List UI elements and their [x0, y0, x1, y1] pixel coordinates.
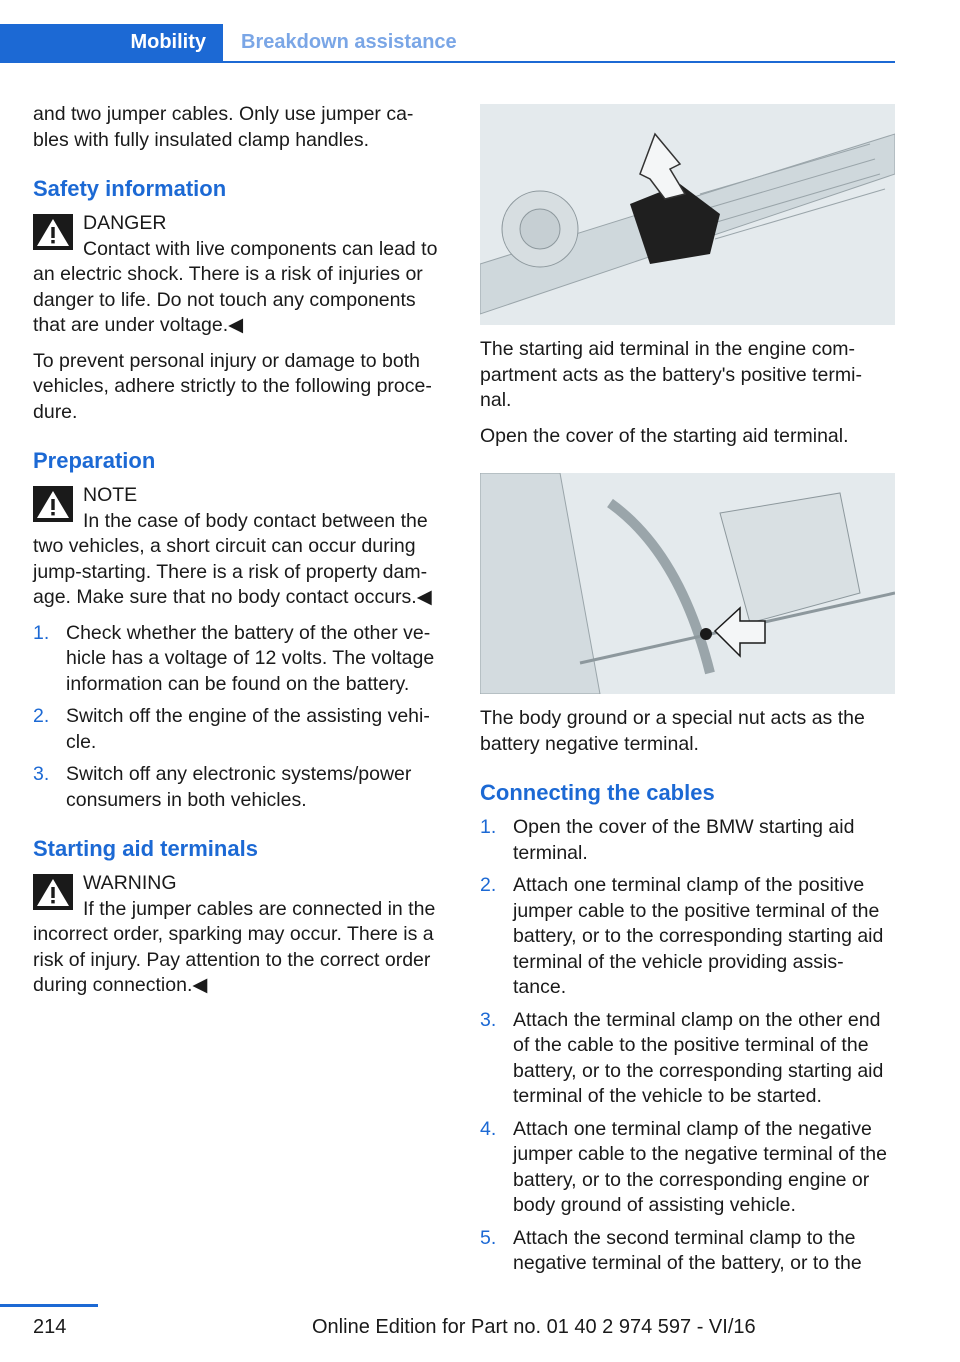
- safety-heading: Safety information: [33, 176, 227, 201]
- preparation-steps: [33, 621, 448, 814]
- list-item: 3. Attach the terminal clamp on the other end of the cable to the positive terminal of the battery, or to the corresponding starting aid terminal of the vehicle to be started.: [480, 1008, 884, 1107]
- caption-positive-terminal: The starting aid terminal in the engine com‐ partment acts as the battery's positive termi‐ nal.: [480, 338, 862, 411]
- procedure-text: To prevent personal injury or damage to both vehicles, adhere strictly to the following proce‐ dure.: [33, 349, 432, 423]
- warning-text: If the jumper cables are connected in the incorrect order, sparking may occur. There is a risk of injury. Pay attention to the correct order during connection.◀: [33, 897, 436, 996]
- terminals-heading: Starting aid terminals: [33, 836, 258, 861]
- left-column: [33, 102, 448, 1009]
- warning-triangle-icon: [33, 214, 73, 250]
- warning-label: DANGER: [83, 212, 167, 234]
- list-item: 5. Attach the second terminal clamp to the negative terminal of the battery, or to the: [480, 1226, 862, 1274]
- list-item: 4. Attach one terminal clamp of the negative jumper cable to the negative terminal of the battery, or to the corresponding engine or body ground of assisting vehicle.: [480, 1117, 887, 1216]
- preparation-heading: Preparation: [33, 448, 156, 473]
- body-ground-image: [480, 473, 895, 694]
- connecting-steps: [480, 815, 895, 1277]
- footer-accent-line: [0, 1304, 98, 1307]
- connecting-heading: Connecting the cables: [480, 780, 715, 805]
- list-item: 1. Check whether the battery of the other ve‐ hicle has a voltage of 12 volts. The voltage information can be found on the battery.: [33, 621, 435, 695]
- note-text: In the case of body contact between the two vehicles, a short circuit can occur during jump-starting. There is a risk of property dam‐ age. Make sure that no body contact occurs.◀: [33, 509, 432, 608]
- list-item: 2. Attach one terminal clamp of the positive jumper cable to the positive terminal of the battery, or to the corresponding starting aid terminal of the vehicle providing assis‐ tance.: [480, 874, 884, 998]
- list-item: 3. Switch off any electronic systems/power consumers in both vehicles.: [33, 763, 412, 811]
- warning-triangle-icon: [33, 874, 73, 910]
- terminal-warning: [33, 871, 448, 999]
- header-tabbar: [0, 24, 895, 63]
- caption-negative-terminal: The body ground or a special nut acts as the battery negative terminal.: [480, 707, 865, 755]
- warning-triangle-icon: [33, 486, 73, 522]
- tab-mobility[interactable]: Mobility: [0, 24, 223, 61]
- warning-label: WARNING: [83, 872, 177, 894]
- right-column: [480, 104, 895, 1287]
- page-number: 214: [33, 1316, 67, 1338]
- list-item: 1. Open the cover of the BMW starting aid terminal.: [480, 816, 855, 864]
- caption-open-cover: Open the cover of the starting aid terminal.: [480, 424, 849, 447]
- list-item: 2. Switch off the engine of the assisting vehi‐ cle.: [33, 705, 430, 753]
- engine-compartment-image: [480, 104, 895, 325]
- tab-breakdown-assistance[interactable]: Breakdown assistance: [241, 31, 457, 53]
- danger-warning: [33, 211, 448, 339]
- note-warning: [33, 483, 448, 611]
- note-label: NOTE: [83, 484, 138, 506]
- edition-text: Online Edition for Part no. 01 40 2 974 597 - VI/16: [312, 1316, 756, 1338]
- intro-text: and two jumper cables. Only use jumper ca‐ bles with fully insulated clamp handles.: [33, 103, 414, 151]
- warning-text: Contact with live components can lead to an electric shock. There is a risk of injuries or danger to life. Do not touch any components that are under voltage.◀: [33, 237, 438, 336]
